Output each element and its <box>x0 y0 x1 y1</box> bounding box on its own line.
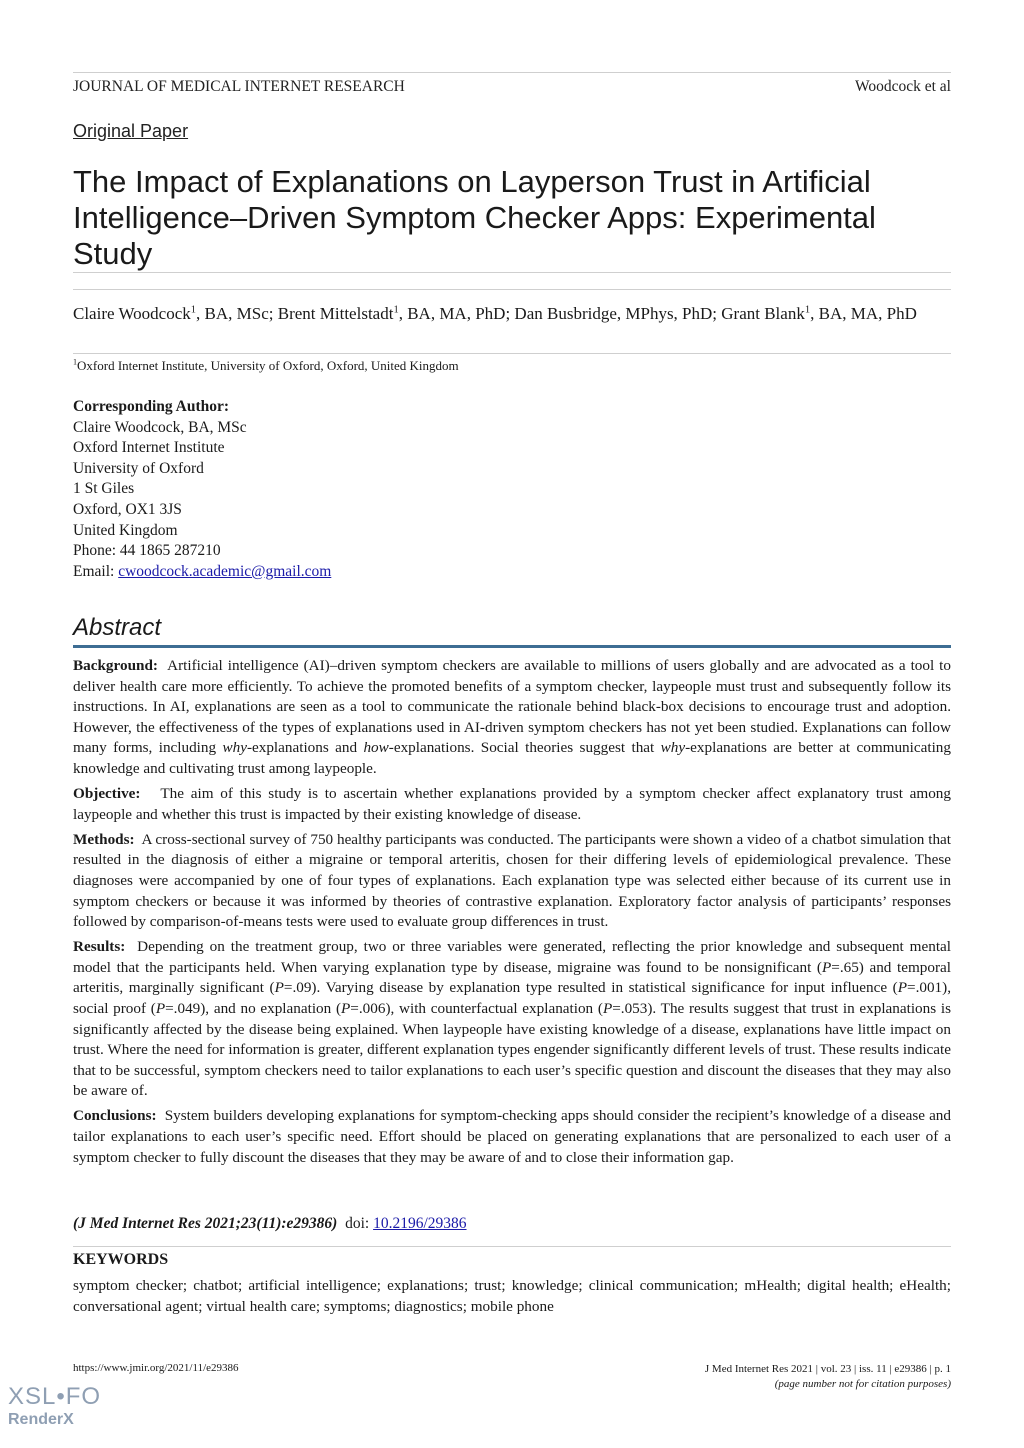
renderx-logo <box>8 1384 101 1430</box>
section-label: Results: <box>73 938 126 956</box>
abstract-background <box>73 656 951 780</box>
footer-journal-ref <box>705 1362 951 1392</box>
author-credentials: , BA, MA, PhD <box>810 304 917 323</box>
logo-line-2: RenderX <box>8 1411 74 1428</box>
abstract-text: A cross-sectional survey of 750 healthy participants was conducted. The participants were shown a video of a chatbot simulation that resulted in the diagnosis of either a migraine or temporal arteritis, chosen for their differing levels of epidemiological prevalence. These diagnoses were accompanied by one of four types of explanations. Each explanation type was selected either because of its current use in symptom checkers or because it was informed by theories of contrastive explanation. Exploratory factor analysis of participants’ responses followed by comparison-of-means tests were used to evaluate group differences in trust. <box>73 830 951 931</box>
affiliation-marker: 1 <box>393 304 399 316</box>
keywords-list: symptom checker; chatbot; artificial intelligence; explanations; trust; knowledge; clinical communication; mHealth; digital health; eHealth; conversational agent; virtual health care; symptoms; diagnostics; mobile phone <box>73 1277 951 1315</box>
abstract-text: Artificial intelligence (AI)–driven symptom checkers are available to millions of users globally and are advocated as a tool to deliver health care more efficiently. To achieve the promoted benefits of a symptom checker, laypeople must trust and subsequently follow its instructions. In AI, explanations are seen as a tool to communicate the rationale behind black-box decisions to encourage trust and adoption. However, the effectiveness of the types of explanations used in AI-driven symptom checkers has not yet been studied. Explanations can follow many forms, including <box>73 657 951 757</box>
section-label: Conclusions: <box>73 1107 157 1125</box>
abstract-body <box>73 656 951 1173</box>
abstract-text: Depending on the treatment group, two or three variables were generated, reflecting the prior knowledge and subsequent mental model that the participants held. When varying explanation type by disease, migraine was found to be nonsignificant ( <box>73 938 952 976</box>
corresponding-name: Claire Woodcock, BA, MSc <box>73 418 247 436</box>
italic-term: why <box>222 739 247 757</box>
email-label: Email: <box>73 562 119 580</box>
section-label: Background: <box>73 657 158 674</box>
journal-reference: J Med Internet Res 2021 | vol. 23 | iss. 11 | e29386 | p. 1 <box>704 1363 951 1375</box>
address-line: Oxford Internet Institute <box>73 439 225 457</box>
title-line-2: Intelligence–Driven Symptom Checker Apps: Experimental Study <box>73 200 876 271</box>
p-symbol: P <box>155 1000 166 1017</box>
header-rule <box>73 72 951 73</box>
abstract-conclusions <box>73 1106 951 1168</box>
author-name: Grant Blank <box>721 304 805 323</box>
affiliation-marker: 1 <box>190 304 197 316</box>
affiliation-text: Oxford Internet Institute, University of Oxford, Oxford, United Kingdom <box>77 358 459 373</box>
author-name: Brent Mittelstadt <box>277 304 394 323</box>
email-link[interactable]: cwoodcock.academic@gmail.com <box>118 562 332 580</box>
title-rule-bottom <box>73 289 951 290</box>
abstract-text: =.049), and no explanation ( <box>165 1000 342 1017</box>
author-credentials: , BA, MSc; <box>196 304 278 323</box>
abstract-text: System builders developing explanations for symptom-checking apps should consider the recipient’s knowledge of a disease and tailor explanations to each user’s specific need. Effort should be placed on generating explanations that are personalized to each user of a symptom checker to fully discount the diseases that they may be aware of and to close their information gap. <box>73 1107 951 1166</box>
abstract-text: =.65) and temporal arteritis, marginally significant ( <box>73 958 952 997</box>
address-line: Oxford, OX1 3JS <box>73 500 182 518</box>
italic-term: how <box>363 739 389 757</box>
logo-line-1: XSL•FO <box>8 1383 102 1410</box>
doi-label: doi: <box>345 1215 370 1232</box>
abstract-text: -explanations. Social theories suggest that <box>388 739 661 757</box>
citation <box>73 1215 467 1233</box>
abstract-text: The aim of this study is to ascertain whether explanations provided by a symptom checker affect explanatory trust among laypeople and whether this trust is impacted by their existing knowledge of disease. <box>73 785 951 823</box>
affiliation-marker: 1 <box>804 304 811 316</box>
keywords-rule <box>73 1246 951 1247</box>
italic-term: why <box>660 739 686 757</box>
keywords-heading: KEYWORDS <box>73 1251 169 1268</box>
p-symbol: P <box>897 979 907 997</box>
citation-reference: (J Med Internet Res 2021;23(11):e29386) <box>73 1215 338 1232</box>
running-header <box>73 78 951 96</box>
abstract-text: -explanations and <box>246 739 364 757</box>
title-rule-top <box>73 272 951 273</box>
p-symbol: P <box>341 1000 351 1017</box>
corresponding-author <box>73 397 331 582</box>
section-label: Methods: <box>73 830 135 848</box>
author-list <box>73 302 951 325</box>
abstract-text: -explanations are better at communicating knowledge and cultivating trust among laypeople. <box>73 739 951 777</box>
affiliation-number: 1 <box>73 357 78 367</box>
running-authors: Woodcock et al <box>854 78 951 95</box>
p-symbol: P <box>274 979 284 997</box>
abstract-results <box>73 937 951 1102</box>
abstract-divider <box>73 645 951 648</box>
corresponding-label: Corresponding Author: <box>73 398 230 415</box>
address-line: United Kingdom <box>73 521 178 539</box>
abstract-text: =.053). The results suggest that trust in explanations is significantly affected by the disease being explained. When laypeople have existing knowledge of a disease, explanations have little impact on trust. Where the need for information is greater, different explanation types engender significantly different levels of trust. These results indicate that to be successful, symptom checkers need to tailor explanations to each user’s specific question and discount the diseases that they may also be aware of. <box>73 1000 951 1100</box>
abstract-methods <box>73 830 951 933</box>
author-credentials: , BA, MA, PhD; Dan Busbridge, MPhys, PhD; <box>398 304 722 323</box>
page-note: (page number not for citation purposes) <box>774 1378 951 1390</box>
affiliation <box>73 357 459 375</box>
title-line-1: The Impact of Explanations on Layperson Trust in Artificial <box>73 164 871 199</box>
address-line: University of Oxford <box>73 459 204 477</box>
article-type: Original Paper <box>73 121 189 141</box>
abstract-heading: Abstract <box>73 614 162 641</box>
footer-url: https://www.jmir.org/2021/11/e29386 <box>73 1362 239 1374</box>
abstract-text: =.09). Varying disease by explanation type resulted in statistical significance for input influence ( <box>283 979 898 997</box>
address-line: 1 St Giles <box>73 480 135 498</box>
phone: Phone: 44 1865 287210 <box>73 542 221 560</box>
doi-link[interactable]: 10.2196/29386 <box>373 1215 467 1232</box>
section-label: Objective: <box>73 785 141 803</box>
p-symbol: P <box>821 958 832 976</box>
abstract-text: =.006), with counterfactual explanation ( <box>350 1000 603 1017</box>
author-name: Claire Woodcock <box>73 304 191 323</box>
paper-title <box>73 164 963 272</box>
journal-name: JOURNAL OF MEDICAL INTERNET RESEARCH <box>73 78 405 95</box>
abstract-objective <box>73 784 951 825</box>
email-row <box>73 562 331 583</box>
authors-rule <box>73 353 951 354</box>
abstract-text: =.001), social proof ( <box>73 979 951 1017</box>
p-symbol: P <box>602 1000 613 1017</box>
